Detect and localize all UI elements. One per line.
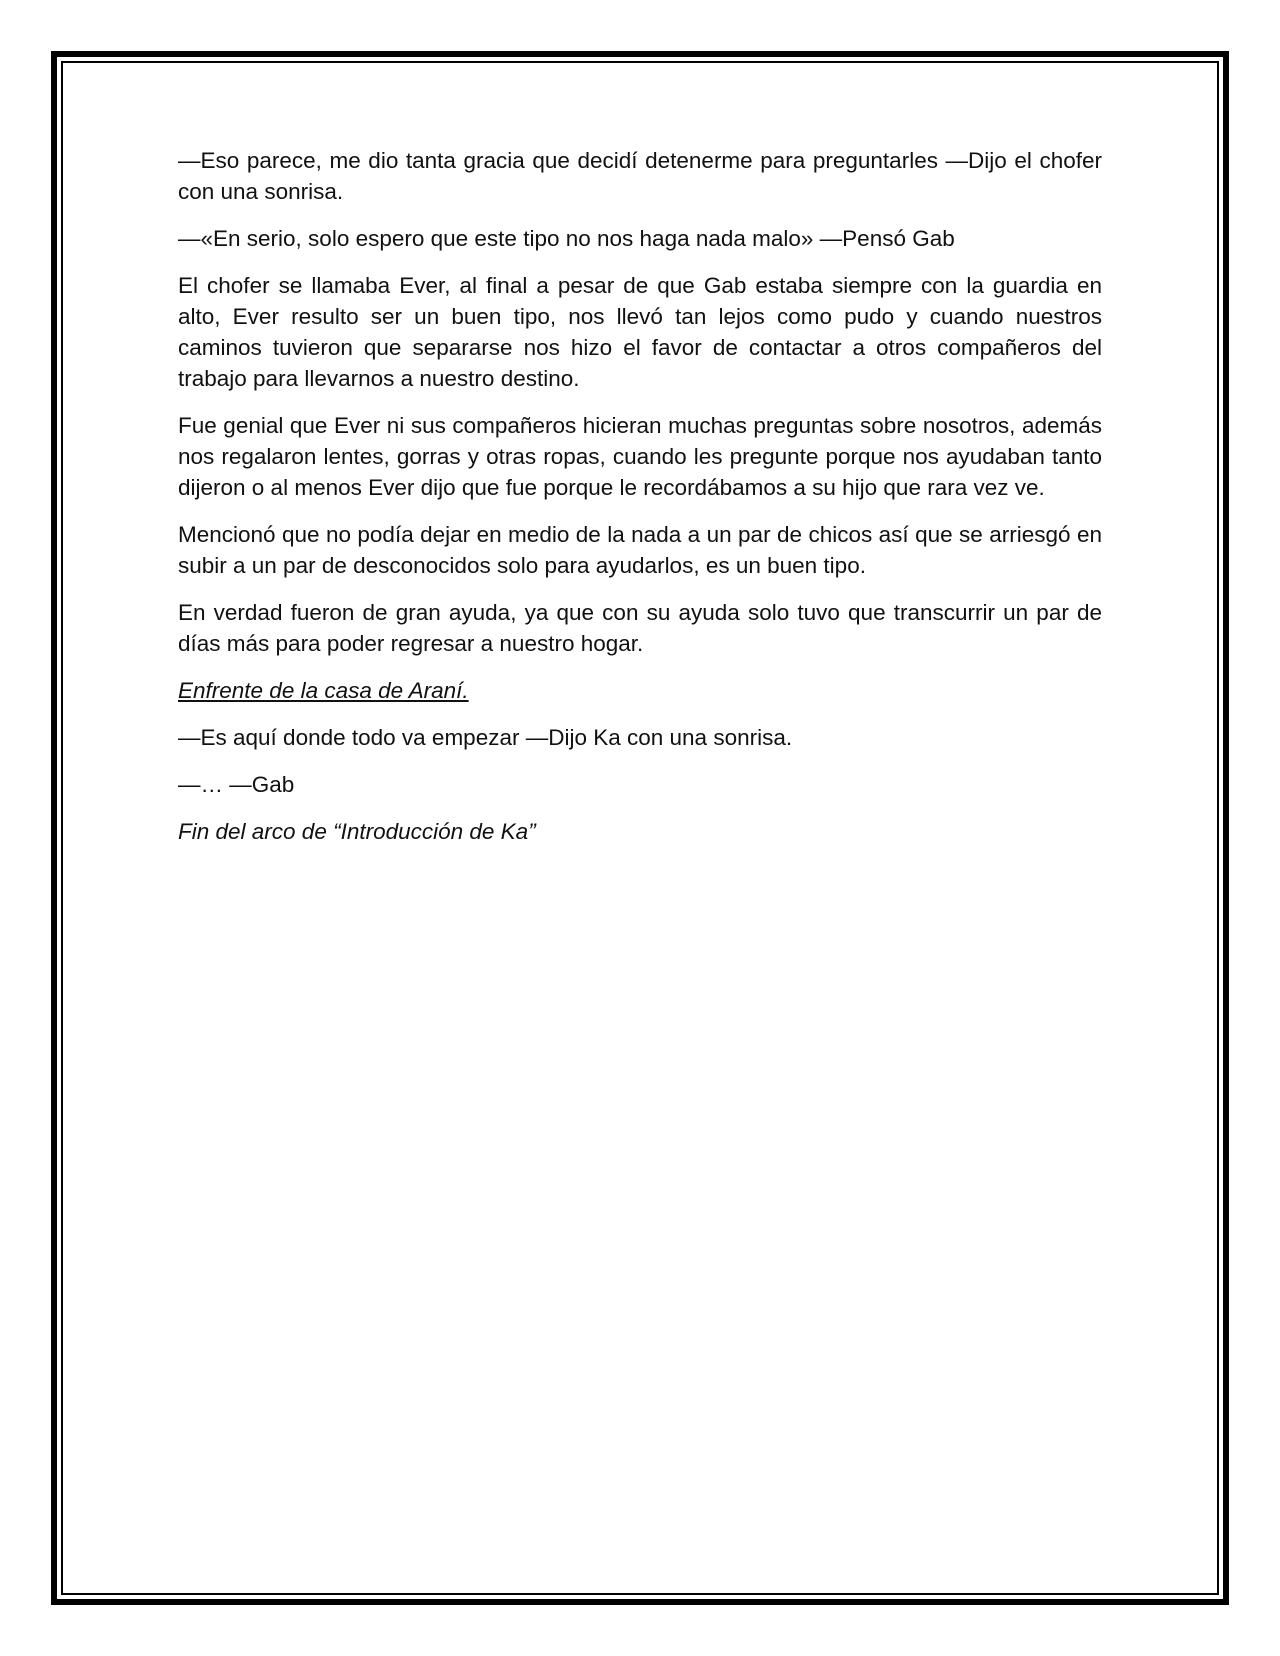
paragraph: —«En serio, solo espero que este tipo no nos haga nada malo» —Pensó Gab <box>178 226 955 251</box>
paragraph: —Eso parece, me dio tanta gracia que decidí detenerme para preguntarles —Dijo el chofer con una sonrisa. <box>178 148 1102 204</box>
dialogue-line: —… —Gab <box>178 772 295 797</box>
paragraph: El chofer se llamaba Ever, al final a pesar de que Gab estaba siempre con la guardia en alto, Ever resulto ser un buen tipo, nos llevó tan lejos como pudo y cuando nuestros caminos tuvieron que separarse nos hizo el favor de contactar a otros compañeros del trabajo para llevarnos a nuestro destino. <box>178 273 1102 391</box>
dialogue-line: —Es aquí donde todo va empezar —Dijo Ka con una sonrisa. <box>178 725 793 750</box>
scene-heading: Enfrente de la casa de Araní. <box>178 678 469 703</box>
paragraph: En verdad fueron de gran ayuda, ya que con su ayuda solo tuvo que transcurrir un par de días más para poder regresar a nuestro hogar. <box>178 600 1102 656</box>
paragraph: Mencionó que no podía dejar en medio de la nada a un par de chicos así que se arriesgó en subir a un par de desconocidos solo para ayudarlos, es un buen tipo. <box>178 522 1102 578</box>
page-body <box>178 145 1102 863</box>
closing-line: Fin del arco de “Introducción de Ka” <box>178 819 536 844</box>
paragraph: Fue genial que Ever ni sus compañeros hicieran muchas preguntas sobre nosotros, además nos regalaron lentes, gorras y otras ropas, cuando les pregunte porque nos ayudaban tanto dijeron o al menos Ever dijo que fue porque le recordábamos a su hijo que rara vez ve. <box>178 413 1102 500</box>
